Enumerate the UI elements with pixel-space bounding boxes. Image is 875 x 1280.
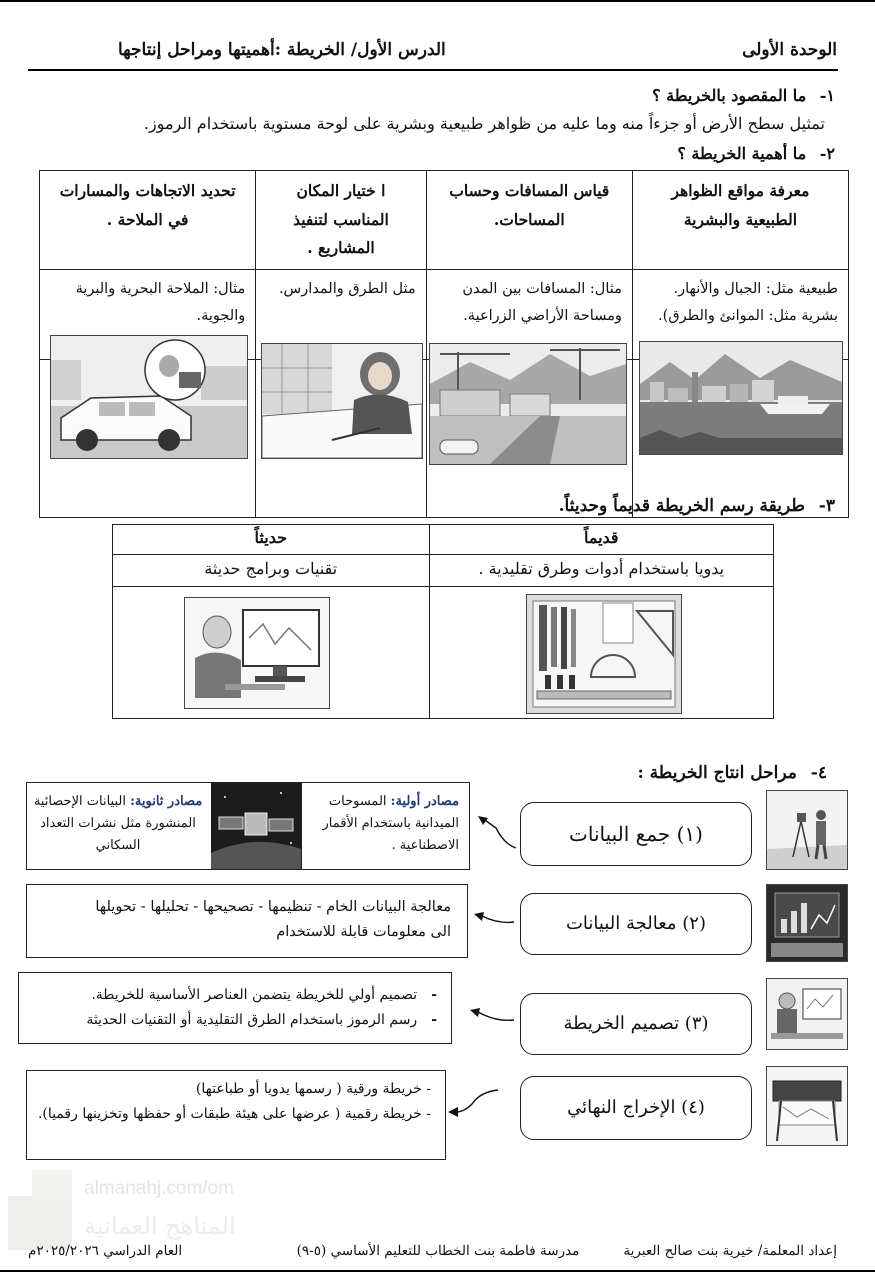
processing-line-2: الى معلومات قابلة للاستخدام bbox=[276, 923, 451, 940]
computer-mapping-image bbox=[184, 597, 330, 709]
importance-heading-3: ا ختيار المكان المناسب لتنفيذ المشاريع . bbox=[293, 181, 389, 258]
coastal-city-image bbox=[639, 341, 843, 455]
stage-2-process-data bbox=[520, 893, 752, 955]
stage-4-label: (٤) الإخراج النهائي bbox=[567, 1097, 705, 1118]
methods-old-text-cell bbox=[429, 555, 773, 587]
girl-drawing-plan-image bbox=[261, 343, 423, 459]
methods-new-heading-cell bbox=[113, 525, 430, 555]
secondary-sources-text bbox=[29, 791, 207, 857]
output-box bbox=[26, 1070, 446, 1160]
q2-number: ٢- bbox=[819, 144, 835, 163]
q2-heading bbox=[677, 144, 835, 163]
importance-example-3: مثل الطرق والمدارس. bbox=[278, 281, 416, 298]
footer-year: العام الدراسي ٢٠٢٥/٢٠٢٦م bbox=[28, 1243, 183, 1259]
importance-example-1: طبيعية مثل: الجبال والأنهار. بشرية مثل: الموانئ والطرق). bbox=[658, 281, 838, 324]
secondary-sources-box bbox=[26, 782, 302, 870]
processing-box bbox=[26, 884, 468, 958]
importance-example-4: مثال: الملاحة البحرية والبرية والجوية. bbox=[75, 281, 246, 324]
methods-old-heading-cell bbox=[429, 525, 773, 555]
stage-4-final-output bbox=[520, 1076, 752, 1140]
q1-number: ١- bbox=[819, 86, 835, 105]
watermark-shape bbox=[8, 1196, 72, 1250]
output-item-1: - خريطة ورقية ( رسمها يدويا أو طباعتها) bbox=[195, 1081, 431, 1097]
methods-new-text-cell bbox=[113, 555, 430, 587]
methods-old-heading: قديماً bbox=[583, 528, 619, 547]
footer-rule bbox=[0, 1270, 875, 1272]
top-border bbox=[0, 0, 875, 2]
watermark-url: almanahj.com/om bbox=[84, 1178, 234, 1199]
importance-heading-1: معرفة مواقع الظواهر الطبيعية والبشرية bbox=[671, 181, 810, 229]
importance-heading-cell bbox=[632, 171, 848, 270]
q4-heading bbox=[637, 763, 827, 783]
q3-heading bbox=[559, 496, 835, 516]
lesson-title: الدرس الأول/ الخريطة :أهميتها ومراحل إنتاجها bbox=[118, 40, 446, 60]
q1-title: ما المقصود بالخريطة ؟ bbox=[652, 86, 807, 105]
methods-old-text: يدويا باستخدام أدوات وطرق تقليدية . bbox=[478, 559, 725, 578]
car-navigation-image bbox=[50, 335, 248, 459]
stage-2-label: (٢) معالجة البيانات bbox=[565, 913, 706, 934]
stage-1-label: (١) جمع البيانات bbox=[569, 822, 703, 846]
stage-1-arrow bbox=[474, 814, 518, 850]
methods-text-row bbox=[113, 555, 774, 587]
q3-title: طريقة رسم الخريطة قديماً وحديثاً. bbox=[558, 496, 805, 516]
processing-line-1: معالجة البيانات الخام - تنظيمها - تصحيحها - تحليلها - تحويلها bbox=[95, 899, 451, 915]
primary-sources-desc: المسوحات الميدانية باستخدام الأقمار الاصطناعية . bbox=[322, 794, 459, 854]
importance-heading-cell bbox=[426, 171, 632, 270]
footer-teacher: إعداد المعلمة/ خيرية بنت صالح العبرية bbox=[623, 1243, 837, 1259]
unit-title: الوحدة الأولى bbox=[742, 40, 837, 60]
plotter-printer-image bbox=[766, 1066, 848, 1146]
importance-heading-cell bbox=[256, 171, 426, 270]
processing-text bbox=[27, 885, 467, 954]
secondary-sources-desc: البيانات الإحصائية المنشورة مثل نشرات التعداد السكاني bbox=[33, 794, 196, 854]
q3-number: ٣- bbox=[818, 496, 835, 516]
stage-3-design-map bbox=[520, 993, 752, 1055]
primary-sources-box bbox=[300, 782, 470, 870]
primary-sources-title: مصادر أولية: bbox=[390, 794, 459, 809]
importance-heading-row bbox=[40, 171, 849, 270]
map-designer-image bbox=[766, 978, 848, 1050]
stage-1-collect-data bbox=[520, 802, 752, 866]
footer-school: مدرسة فاطمة بنت الخطاب للتعليم الأساسي (٥-٩) bbox=[296, 1243, 580, 1259]
surveyor-image bbox=[766, 790, 848, 870]
importance-heading-4: تحديد الاتجاهات والمسارات في الملاحة . bbox=[59, 181, 236, 229]
q4-number: ٤- bbox=[810, 763, 827, 783]
methods-heading-row bbox=[113, 525, 774, 555]
drawing-tools-image bbox=[526, 594, 682, 714]
data-dashboard-image bbox=[766, 884, 848, 962]
methods-new-heading: حديثاً bbox=[254, 528, 287, 547]
watermark-shape-top bbox=[32, 1170, 72, 1200]
header-rule bbox=[28, 69, 838, 71]
stage-3-label: (٣) تصميم الخريطة bbox=[563, 1013, 709, 1034]
watermark-name: المناهج العمانية bbox=[84, 1212, 236, 1240]
design-box bbox=[18, 972, 452, 1044]
output-list bbox=[27, 1071, 445, 1126]
primary-sources-text bbox=[301, 783, 469, 865]
q2-title: ما أهمية الخريطة ؟ bbox=[677, 144, 807, 163]
importance-example-2: مثال: المسافات بين المدن ومساحة الأراضي الزراعية. bbox=[462, 281, 622, 324]
design-item-2: -رسم الرموز باستخدام الطرق التقليدية أو التقنيات الحديثة bbox=[86, 1011, 437, 1028]
methods-new-text: تقنيات وبرامج حديثة bbox=[204, 559, 338, 578]
stage-2-arrow bbox=[468, 910, 516, 926]
stage-3-arrow bbox=[464, 1006, 516, 1024]
q4-title: مراحل انتاج الخريطة : bbox=[637, 763, 797, 783]
output-item-2: - خريطة رقمية ( عرضها على هيئة طبقات أو حفظها وتخزينها رقميا). bbox=[37, 1105, 431, 1122]
importance-heading-cell bbox=[40, 171, 256, 270]
construction-site-image bbox=[429, 343, 627, 465]
design-list bbox=[19, 973, 451, 1032]
satellite-image bbox=[211, 783, 301, 869]
watermark-logo bbox=[8, 1170, 238, 1250]
design-item-1: -تصميم أولي للخريطة يتضمن العناصر الأساسية للخريطة. bbox=[91, 987, 437, 1003]
stage-4-arrow bbox=[444, 1088, 500, 1118]
q1-heading bbox=[652, 86, 835, 105]
q1-answer: تمثيل سطح الأرض أو جزءاً منه وما عليه من ظواهر طبيعية وبشرية على لوحة مستوية باستخدام الرموز. bbox=[143, 114, 825, 133]
importance-heading-2: قياس المسافات وحساب المساحات. bbox=[449, 181, 610, 229]
secondary-sources-title: مصادر ثانوية: bbox=[130, 794, 203, 809]
